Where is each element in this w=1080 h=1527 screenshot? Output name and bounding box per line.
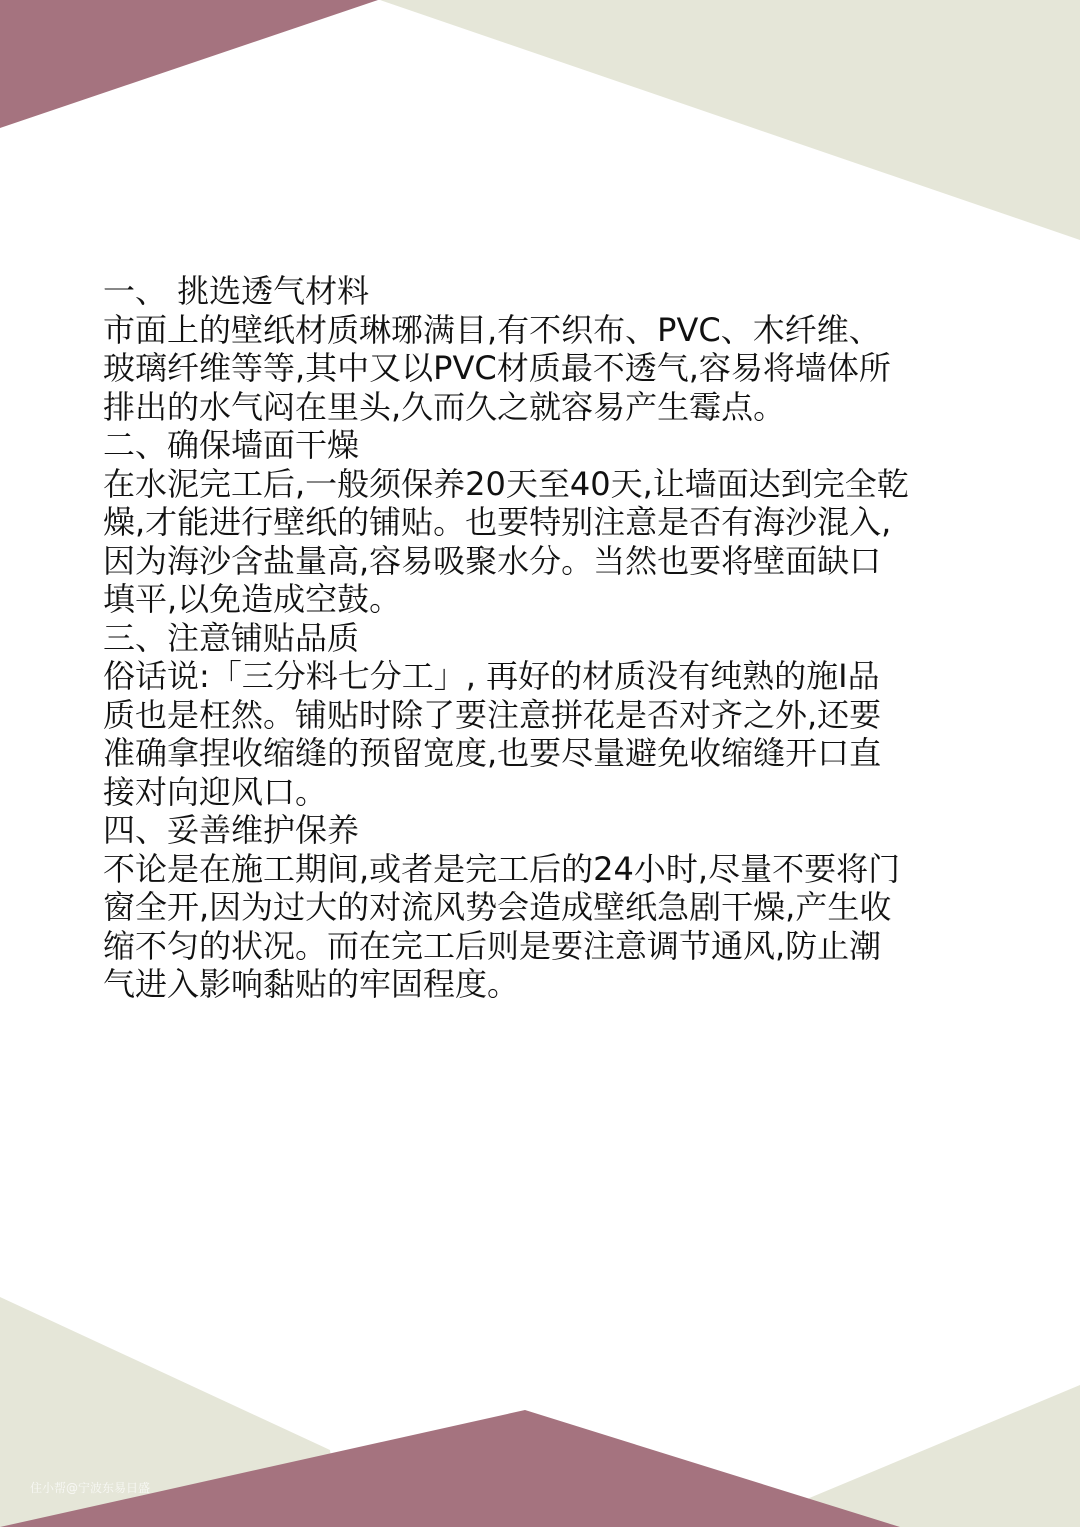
section-heading: 三、注意铺贴品质	[103, 618, 360, 657]
top-right-sage-shape	[380, 0, 1080, 240]
section-4	[103, 811, 983, 1004]
paragraph-line: 气进入影响黏贴的牢固程度。	[103, 965, 520, 1003]
paragraph-line: 玻璃纤维等等,其中又以PVC材质最不透气,容易将墙体所	[103, 349, 891, 387]
section-heading: 二、确保墙面干燥	[103, 426, 360, 464]
paragraph-line: 俗话说:「三分料七分工」, 再好的材质没有纯熟的施I品	[103, 657, 880, 695]
paragraph-line: 准确拿捏收缩缝的预留宽度,也要尽量避免收缩缝开口直	[103, 734, 882, 772]
paragraph-line: 不论是在施工期间,或者是完工后的24小时,尽量不要将门	[103, 849, 901, 888]
watermark: 住小帮@宁波东易日盛	[30, 1481, 151, 1495]
paragraph-line: 市面上的壁纸材质琳琊满目,有不织布、PVC、木纤维、	[103, 310, 881, 349]
paragraph-line: 排出的水气闷在里头,久而久之就容易产生霉点。	[103, 387, 786, 426]
paragraph-line: 燥,才能进行壁纸的铺贴。也要特别注意是否有海沙混入,	[103, 503, 892, 541]
section-1	[103, 272, 983, 426]
paragraph-line: 质也是枉然。铺贴时除了要注意拼花是否对齐之外,还要	[103, 695, 882, 734]
section-heading: 四、妥善维护保养	[103, 811, 360, 849]
section-2	[103, 426, 983, 619]
paragraph-line: 窗全开,因为过大的对流风势会造成壁纸急剧干燥,产生收	[103, 888, 892, 926]
article-body	[103, 272, 983, 1004]
section-3	[103, 619, 983, 812]
paragraph-line: 在水泥完工后,一般须保养20天至40天,让墙面达到完全乾	[103, 464, 909, 503]
paragraph-line: 接对向迎风口。	[103, 772, 328, 811]
top-left-mauve-shape	[0, 0, 378, 128]
paragraph-line: 填平,以免造成空鼓。	[103, 580, 402, 618]
paragraph-line: 缩不匀的状况。而在完工后则是要注意调节通风,防止潮	[103, 926, 882, 965]
section-heading: 一、 挑选透气材料	[103, 272, 370, 310]
paragraph-line: 因为海沙含盐量高,容易吸聚水分。当然也要将壁面缺口	[103, 541, 882, 580]
